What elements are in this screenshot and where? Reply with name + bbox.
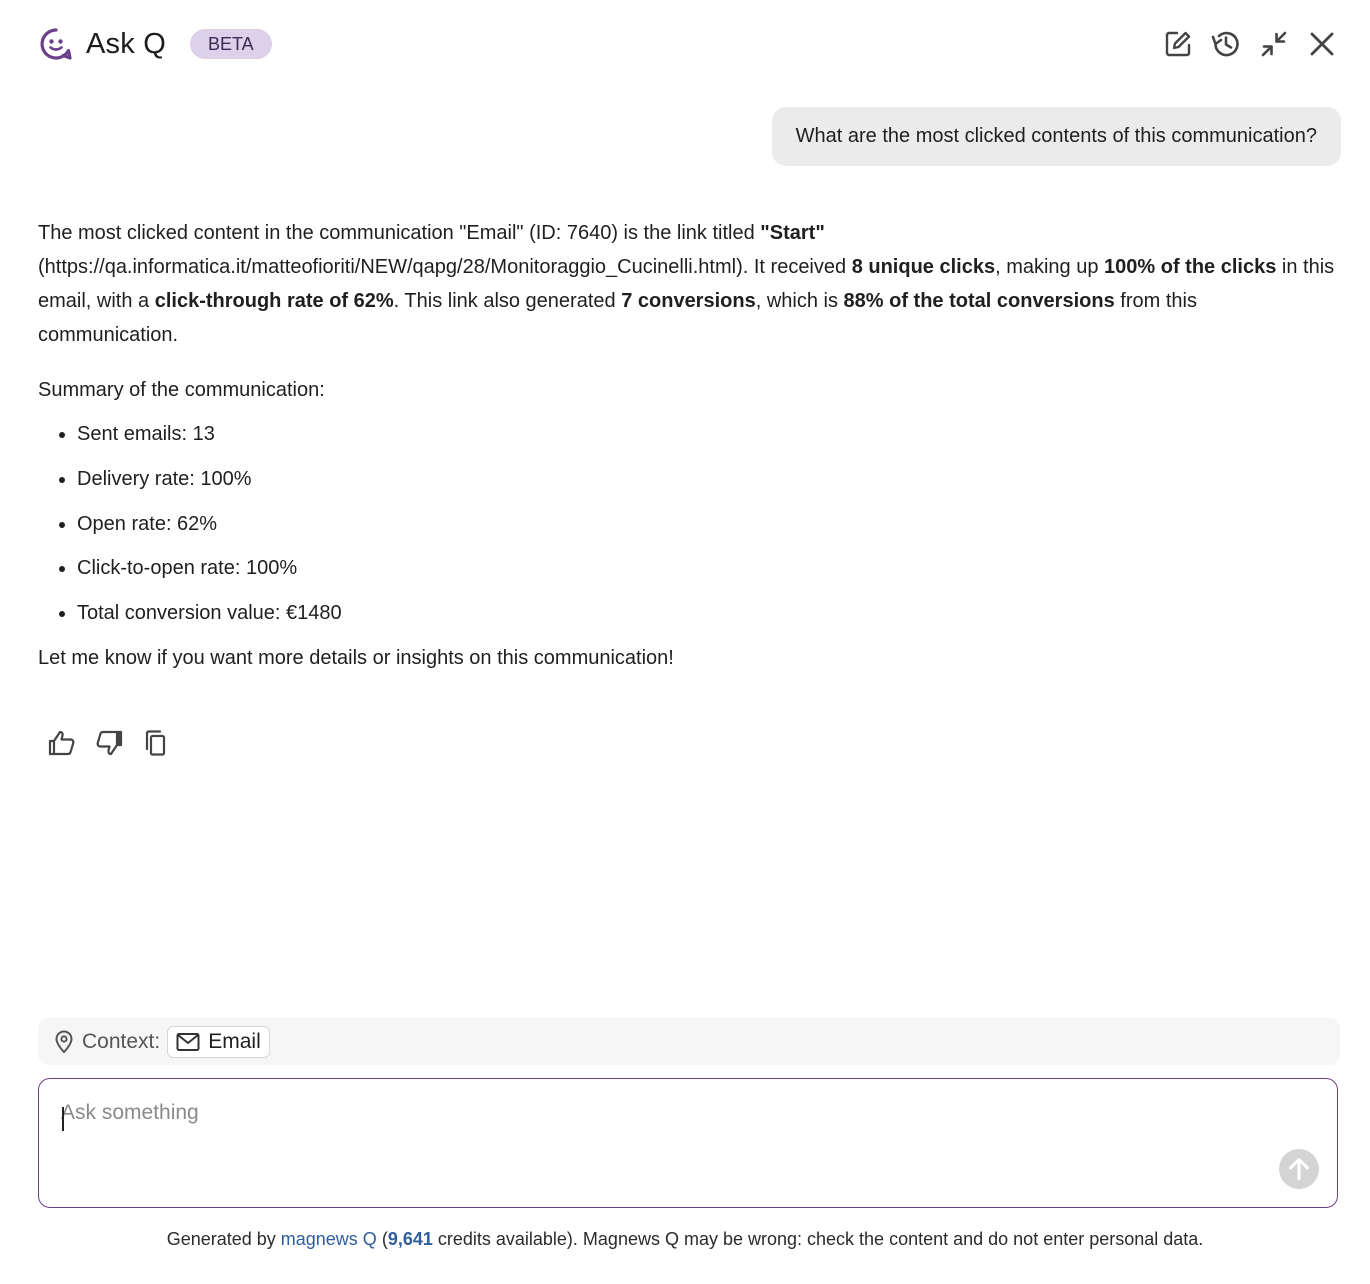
location-pin-icon [52,1030,76,1054]
chat-q-logo-icon [38,26,74,62]
answer-text: (https://qa.informatica.it/matteofioriti/NEW/qapg/28/Monitoraggio_Cucinelli.html). It received [38,256,852,278]
mail-icon [176,1032,200,1052]
arrow-up-icon [1287,1156,1311,1182]
ask-input[interactable] [61,1101,1241,1141]
list-item: • Total conversion value: €1480 [77,596,1338,630]
context-chip-label: Email [208,1029,261,1053]
answer-bold-conversions: 7 conversions [621,290,756,312]
answer-text: in this email, with a [38,256,1335,312]
thumbs-down-button[interactable] [91,725,126,760]
feedback-actions [44,725,173,760]
footer-text: ( [376,1229,388,1249]
new-chat-button[interactable] [1160,26,1196,62]
answer-paragraph [38,216,1338,352]
edit-icon [1163,29,1193,59]
answer-closing: Let me know if you want more details or insights on this communication! [38,647,674,670]
copy-icon [141,728,171,758]
answer-text: , which is [755,290,844,312]
footer-disclaimer [0,1229,1370,1250]
user-message-bubble: What are the most clicked contents of this communication? [772,107,1341,166]
list-item: • Click-to-open rate: 100% [77,551,1338,585]
list-item: • Open rate: 62% [77,507,1338,541]
answer-text: . This link also generated [393,290,622,312]
answer-text: The most clicked content in the communication "Email" (ID: 7640) is the link titled [38,222,761,244]
credits-count: 9,641 [387,1229,433,1249]
thumbs-up-icon [47,728,77,758]
footer-text: Generated by [166,1229,281,1249]
beta-badge: BETA [190,29,272,59]
header-actions [1160,26,1340,62]
answer-bold-click-share: 100% of the clicks [1104,256,1277,278]
history-button[interactable] [1208,26,1244,62]
context-chip-email[interactable] [167,1026,270,1058]
close-icon [1308,30,1336,58]
answer-bold-ctr: click-through rate of 62% [154,290,394,312]
footer-text: credits available). Magnews Q may be wrong: check the content and do not enter personal data. [432,1229,1204,1249]
answer-bold-link-title: "Start" [760,222,825,244]
thumbs-up-button[interactable] [44,725,79,760]
summary-title: Summary of the communication: [38,379,325,401]
answer-text: from this communication. [38,290,1197,346]
list-item: • Delivery rate: 100% [77,462,1338,496]
collapse-button[interactable] [1256,26,1292,62]
send-button[interactable] [1279,1149,1319,1189]
text-caret [62,1107,64,1131]
panel-title: Ask Q [86,27,166,60]
magnews-q-link[interactable]: magnews Q [280,1229,377,1249]
answer-bold-unique-clicks: 8 unique clicks [851,256,996,278]
copy-button[interactable] [138,725,173,760]
summary-list [38,417,1338,630]
list-item: • Sent emails: 13 [77,417,1338,451]
collapse-icon [1259,29,1289,59]
context-label: Context: [82,1029,161,1053]
thumbs-down-icon [94,728,124,758]
answer-text: , making up [995,256,1105,278]
assistant-answer [38,216,1338,675]
close-button[interactable] [1304,26,1340,62]
answer-bold-conversion-share: 88% of the total conversions [843,290,1115,312]
ask-input-box [38,1078,1338,1208]
header [38,22,1340,66]
context-bar [38,1018,1340,1065]
history-icon [1210,28,1242,60]
